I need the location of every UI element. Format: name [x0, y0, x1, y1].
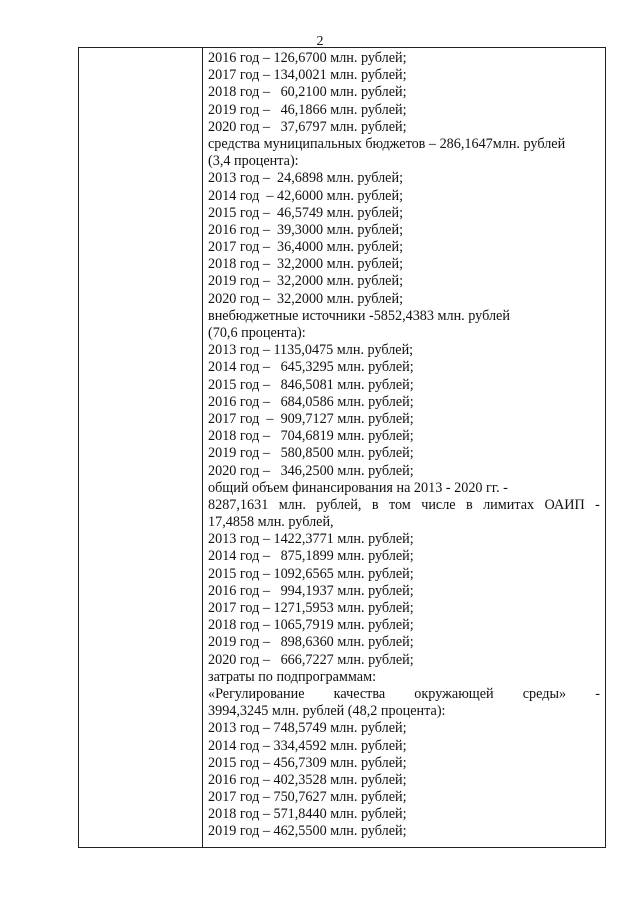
text-line: 2018 год – 60,2100 млн. рублей;: [208, 84, 407, 101]
text-line: 2019 год – 32,2000 млн. рублей;: [208, 273, 404, 290]
text-line: 2013 год – 748,5749 млн. рублей;: [208, 720, 407, 737]
justified-word: в: [371, 496, 379, 513]
text-line: 3994,3245 млн. рублей (48,2 процента):: [208, 703, 446, 720]
text-line: (3,4 процента):: [208, 153, 299, 170]
text-line: 2016 год – 402,3528 млн. рублей;: [208, 771, 407, 788]
text-line: 2016 год – 39,3000 млн. рублей;: [208, 221, 404, 238]
justified-word: окружающей: [414, 685, 494, 702]
text-line: 2018 год – 704,6819 млн. рублей;: [208, 428, 414, 445]
text-line: затраты по подпрограммам:: [208, 668, 377, 685]
justified-word: том: [388, 496, 411, 513]
text-line: средства муниципальных бюджетов – 286,1647млн. рублей: [208, 135, 566, 152]
text-line: 2015 год – 46,5749 млн. рублей;: [208, 204, 404, 221]
justified-line-subprogram: [208, 686, 600, 703]
justified-word: млн.: [278, 496, 306, 513]
text-line: 2020 год – 32,2000 млн. рублей;: [208, 290, 404, 307]
justified-word: 8287,1631: [208, 496, 269, 513]
text-line: 2014 год – 334,4592 млн. рублей;: [208, 737, 407, 754]
text-line: 2017 год – 36,4000 млн. рублей;: [208, 239, 404, 256]
text-line: 2016 год – 994,1937 млн. рублей;: [208, 582, 414, 599]
page-number: 2: [316, 34, 324, 49]
justified-word: «Регулирование: [208, 685, 305, 702]
justified-word: лимитах: [483, 496, 535, 513]
text-line: 2016 год – 126,6700 млн. рублей;: [208, 50, 407, 66]
text-line: внебюджетные источники -5852,4383 млн. рублей: [208, 307, 510, 324]
text-line: (70,6 процента):: [208, 325, 306, 341]
document-table: [78, 47, 606, 848]
justified-word: в: [465, 496, 473, 513]
text-line: 2017 год – 1271,5953 млн. рублей;: [208, 600, 414, 616]
text-line: 2019 год – 898,6360 млн. рублей;: [208, 634, 414, 651]
text-line: 2020 год – 666,7227 млн. рублей;: [208, 651, 414, 668]
justified-word: -: [595, 685, 600, 702]
text-line: 17,4858 млн. рублей,: [208, 514, 334, 531]
text-line: 2020 год – 346,2500 млн. рублей;: [208, 462, 414, 479]
text-line: 2014 год – 42,6000 млн. рублей;: [208, 187, 404, 204]
text-line: 2013 год – 1135,0475 млн. рублей;: [208, 342, 414, 359]
text-line: 2013 год – 1422,3771 млн. рублей;: [208, 531, 414, 548]
text-line: 2017 год – 909,7127 млн. рублей;: [208, 410, 414, 427]
text-line: 2019 год – 462,5500 млн. рублей;: [208, 823, 407, 840]
table-right-cell: [208, 50, 600, 841]
justified-word: качества: [333, 685, 386, 702]
text-line: 2014 год – 645,3295 млн. рублей;: [208, 359, 414, 376]
text-line: 2019 год – 580,8500 млн. рублей;: [208, 445, 414, 462]
text-line: 2018 год – 571,8440 млн. рублей;: [208, 806, 407, 823]
justified-line-total: [208, 497, 600, 514]
text-line: 2020 год – 37,6797 млн. рублей;: [208, 118, 407, 135]
funding-lines-top: [208, 50, 600, 497]
column-divider: [202, 48, 203, 847]
justified-word: -: [595, 496, 600, 513]
text-line: 2014 год – 875,1899 млн. рублей;: [208, 548, 414, 565]
justified-word: числе: [421, 496, 456, 513]
text-line: 2018 год – 1065,7919 млн. рублей;: [208, 617, 414, 634]
text-line: 2016 год – 684,0586 млн. рублей;: [208, 393, 414, 410]
funding-lines-subprogram: [208, 703, 600, 841]
text-line: 2018 год – 32,2000 млн. рублей;: [208, 256, 404, 273]
text-line: 2019 год – 46,1866 млн. рублей;: [208, 101, 407, 118]
justified-word: ОАИП: [544, 496, 585, 513]
justified-word: среды»: [522, 685, 567, 702]
funding-lines-total: [208, 514, 600, 686]
text-line: общий объем финансирования на 2013 - 2020 гг. -: [208, 479, 508, 496]
text-line: 2015 год – 846,5081 млн. рублей;: [208, 376, 414, 393]
text-line: 2017 год – 134,0021 млн. рублей;: [208, 67, 407, 84]
text-line: 2015 год – 1092,6565 млн. рублей;: [208, 565, 414, 582]
text-line: 2017 год – 750,7627 млн. рублей;: [208, 789, 407, 806]
text-line: 2015 год – 456,7309 млн. рублей;: [208, 754, 407, 771]
text-line: 2013 год – 24,6898 млн. рублей;: [208, 170, 404, 187]
justified-word: рублей,: [316, 496, 362, 513]
